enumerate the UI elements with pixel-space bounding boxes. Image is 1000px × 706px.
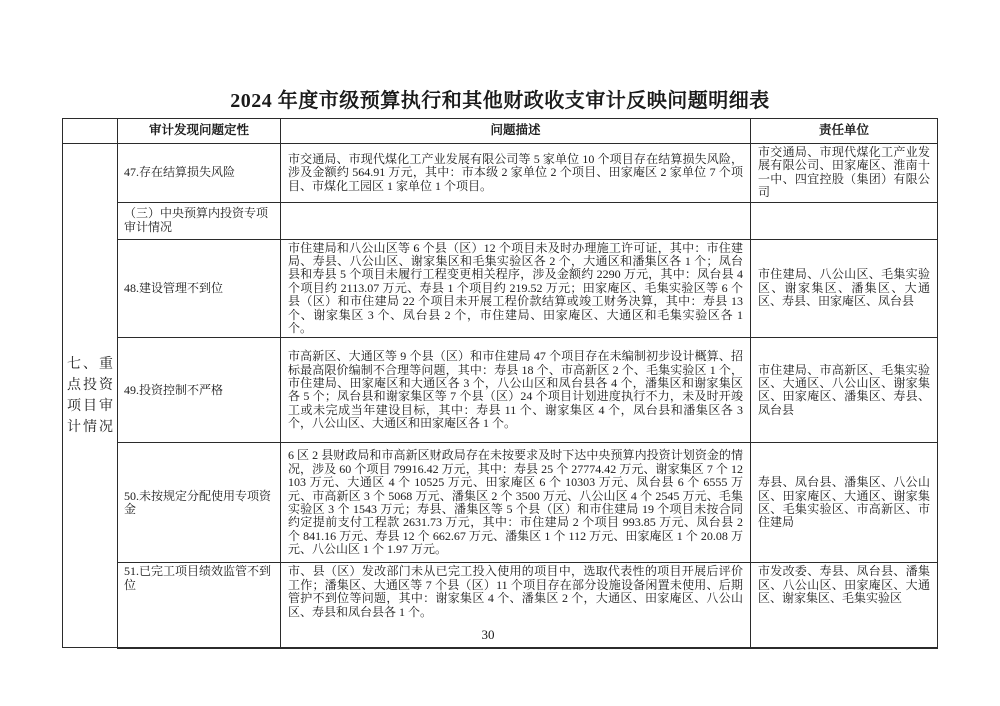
responsible-unit-cell: 市住建局、八公山区、毛集实验区、谢家集区、潘集区、大通区、寿县、田家庵区、凤台县 — [751, 239, 938, 338]
category-line: 点投资 — [67, 377, 113, 393]
problem-definition-cell: 51.已完工项目绩效监管不到位 — [118, 563, 281, 648]
table-row — [63, 338, 938, 443]
problem-definition-cell: 47.存在结算损失风险 — [118, 144, 281, 203]
responsible-unit-cell: 市交通局、市现代煤化工产业发展有限公司、田家庵区、淮南十一中、四宜控股（集团）有限公司 — [751, 144, 938, 203]
page-number: 30 — [481, 627, 495, 642]
subsection-row — [63, 202, 938, 239]
problem-description-cell: 市高新区、大通区等 9 个县（区）和市住建局 47 个项目存在未编制初步设计概算、招标最高限价编制不合理等问题，其中：寿县 18 个、市高新区 2 个、毛集实验区 1 个，市住建局、田家庵区和大通区各 3 个，八公山区和凤台县各 4 个，潘集区和谢家集区各 5 个；凤台县和谢家集区等 7 个县（区）24 个项目计划进度执行不力，未及时开竣工或未完成当年建设目标，其中：寿县 11 个、谢家集区 4 个，凤台县和潘集区各 3 个，八公山区、大通区和田家庵区各 1 个。 — [281, 338, 751, 443]
category-line: 计情况 — [67, 419, 113, 435]
responsible-unit-cell: 市住建局、市高新区、毛集实验区、大通区、八公山区、谢家集区、田家庵区、潘集区、寿县、凤台县 — [751, 338, 938, 443]
problem-definition-cell: 50.未按规定分配使用专项资金 — [118, 443, 281, 563]
table-row — [63, 144, 938, 203]
responsible-unit-cell — [751, 202, 938, 239]
problem-description-cell: 市住建局和八公山区等 6 个县（区）12 个项目未及时办理施工许可证，其中：市住建局、寿县、八公山区、谢家集区和毛集实验区各 2 个，大通区和潘集区各 1 个；凤台县和寿县 5 个项目未履行工程变更相关程序，涉及金额约 2290 万元，其中：凤台县 4 个项目约 2113.07 万元、寿县 1 个项目约 219.52 万元；田家庵区、毛集实验区等 6 个县（区）和市住建局 22 个项目未开展工程价款结算或竣工财务决算，其中：寿县 13 个、谢家集区 3 个、凤台县 2 个，市住建局、田家庵区、大通区和毛集实验区各 1 个。 — [281, 239, 751, 338]
problem-definition-cell: 48.建设管理不到位 — [118, 239, 281, 338]
problem-description-cell: 市交通局、市现代煤化工产业发展有限公司等 5 家单位 10 个项目存在结算损失风险，涉及金额约 564.91 万元，其中：市本级 2 家单位 2 个项目、田家庵区 2 家单位 7 个项目、市煤化工园区 1 家单位 1 个项目。 — [281, 144, 751, 203]
header-category — [63, 119, 118, 144]
category-line: 项目审 — [67, 398, 113, 414]
problem-description-cell: 市、县（区）发改部门未从已完工投入使用的项目中，选取代表性的项目开展后评价工作；潘集区、大通区等 7 个县（区）11 个项目存在部分设施设备闲置未使用、后期管护不到位等问题，其中：谢家集区 4 个、潘集区 2 个，大通区、田家庵区、八公山区、寿县和凤台县各 1 个。 — [281, 563, 751, 648]
header-problem-description: 问题描述 — [281, 119, 751, 144]
responsible-unit-cell: 市发改委、寿县、凤台县、潘集区、八公山区、田家庵区、大通区、谢家集区、毛集实验区 — [751, 563, 938, 648]
problem-description-cell: 6 区 2 县财政局和市高新区财政局存在未按要求及时下达中央预算内投资计划资金的情况，涉及 60 个项目 79916.42 万元，其中：寿县 25 个 27774.42 万元、谢家集区 7 个 12103 万元、大通区 4 个 10525 万元、田家庵区 6 个 10303 万元、凤台县 6 个 6555 万元、市高新区 3 个 5068 万元、潘集区 2 个 3500 万元、八公山区 4 个 2545 万元、毛集实验区 3 个 1543 万元；寿县、潘集区等 5 个县（区）和市住建局 19 个项目未按合同约定提前支付工程款 2631.73 万元，其中：市住建局 2 个项目 993.85 万元、凤台县 2 个 841.16 万元、寿县 12 个 662.67 万元、潘集区 1 个 112 万元、田家庵区 1 个 20.08 万元、八公山区 1 个 1.97 万元。 — [281, 443, 751, 563]
header-responsible-unit: 责任单位 — [751, 119, 938, 144]
table-header-row — [63, 119, 938, 144]
table-row — [63, 239, 938, 338]
page-title: 2024 年度市级预算执行和其他财政收支审计反映问题明细表 — [230, 90, 770, 112]
audit-problems-table — [62, 118, 938, 649]
header-problem-definition: 审计发现问题定性 — [118, 119, 281, 144]
responsible-unit-cell: 寿县、凤台县、潘集区、八公山区、田家庵区、大通区、谢家集区、毛集实验区、市高新区、市住建局 — [751, 443, 938, 563]
category-cell — [63, 144, 118, 648]
problem-definition-cell: 49.投资控制不严格 — [118, 338, 281, 443]
table-row — [63, 443, 938, 563]
subsection-title-cell: （三）中央预算内投资专项审计情况 — [118, 202, 281, 239]
problem-description-cell — [281, 202, 751, 239]
category-line: 七、重 — [67, 356, 113, 372]
